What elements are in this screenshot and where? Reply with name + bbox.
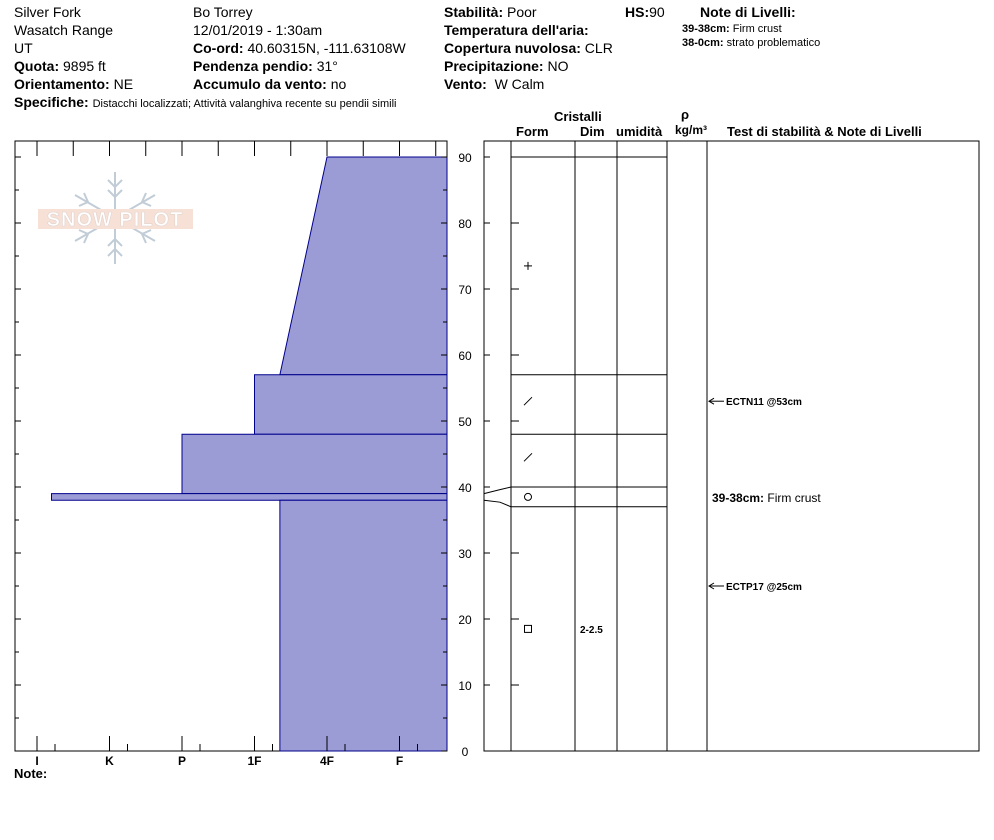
col-cristalli-text: Cristalli	[554, 109, 602, 124]
quota-value: 9895 ft	[63, 58, 106, 74]
note-livelli-2-depth: 38-0cm:	[682, 37, 724, 49]
layer-note-text-0: Firm crust	[767, 490, 821, 505]
col-form-text: Form	[516, 124, 549, 139]
temp-label: Temperatura dell'aria:	[444, 22, 589, 38]
x-tick-label-K: K	[105, 754, 114, 768]
copertura-value: CLR	[584, 40, 613, 56]
hardness-layer-2	[182, 434, 447, 493]
x-tick-label-4F: 4F	[319, 754, 335, 768]
x-tick-label-I: I	[35, 754, 39, 768]
accumulo-value: no	[330, 76, 347, 92]
crystal-form-4	[525, 625, 532, 632]
col-umidita-text: umidità	[616, 124, 663, 139]
y-tick-label-60: 60	[458, 349, 472, 363]
note-livelli-1-text: Firm crust	[732, 23, 782, 35]
hs-value: 90	[649, 4, 665, 20]
test-label-0: ECTN11 @53cm	[726, 397, 802, 409]
coord-label: Co-ord:	[193, 40, 244, 56]
precip-value: NO	[547, 58, 569, 74]
layers-table-frame	[484, 141, 979, 751]
vento-value: W Calm	[494, 76, 545, 92]
vento-label: Vento:	[444, 76, 487, 92]
range: Wasatch Range	[14, 22, 114, 38]
x-tick-label-F: F	[395, 754, 404, 768]
crust-connector-bottom	[484, 500, 511, 507]
y-tick-label-40: 40	[458, 481, 472, 495]
hardness-layer-3	[52, 494, 448, 501]
y-tick-label-30: 30	[458, 547, 472, 561]
hardness-layer-4	[280, 500, 447, 751]
orientamento-value: NE	[113, 76, 134, 92]
note-label-text: Note:	[14, 766, 48, 781]
x-tick-label-P: P	[177, 754, 187, 768]
y-tick-label-80: 80	[458, 217, 472, 231]
pendenza-value: 31°	[316, 58, 338, 74]
layer-note-0	[712, 491, 821, 505]
precip-label: Precipitazione:	[444, 58, 544, 74]
logo-text: SNOW PILOT	[46, 209, 184, 231]
specifiche-label: Specifiche:	[14, 94, 89, 110]
col-tests-text: Test di stabilità & Note di Livelli	[727, 124, 922, 139]
orientamento-label: Orientamento:	[14, 76, 110, 92]
pendenza-label: Pendenza pendio:	[193, 58, 313, 74]
copertura-label: Copertura nuvolosa:	[444, 40, 581, 56]
state: UT	[14, 40, 33, 56]
crystal-size-4: 2-2.5	[580, 624, 603, 636]
y-tick-label-0: 0	[461, 745, 469, 759]
stabilita-value: Poor	[507, 4, 537, 20]
crystal-form-1	[524, 397, 532, 405]
hs-label: HS:	[625, 4, 650, 20]
quota-label: Quota:	[14, 58, 60, 74]
coord-value: 40.60315N, -111.63108W	[247, 40, 406, 56]
x-tick-label-1F: 1F	[247, 754, 262, 768]
snowflake-logo-icon	[38, 172, 193, 264]
accumulo-label: Accumulo da vento:	[193, 76, 327, 92]
y-tick-label-20: 20	[458, 613, 472, 627]
note-livelli-title-text: Note di Livelli:	[700, 4, 796, 20]
note-livelli-1-depth: 39-38cm:	[682, 23, 730, 35]
specifiche-value: Distacchi localizzati; Attività valanghiva recente su pendii simili	[92, 98, 397, 110]
datetime: 12/01/2019 - 1:30am	[193, 22, 323, 38]
crystal-form-2	[524, 453, 532, 461]
stabilita-label: Stabilità:	[444, 4, 504, 20]
hardness-layer-1	[255, 375, 448, 434]
layer-note-depth-0: 39-38cm:	[712, 490, 768, 505]
hardness-layer-0	[280, 157, 447, 375]
test-label-1: ECTP17 @25cm	[726, 582, 802, 593]
col-rho-text: ρ	[681, 107, 690, 122]
y-tick-label-50: 50	[458, 415, 472, 429]
y-tick-label-90: 90	[458, 151, 472, 165]
y-tick-label-70: 70	[458, 283, 472, 297]
col-density-unit-text: kg/m³	[675, 123, 708, 137]
y-tick-label-10: 10	[458, 679, 472, 693]
observer: Bo Torrey	[193, 4, 253, 20]
location: Silver Fork	[14, 4, 81, 20]
crust-connector-top	[484, 487, 511, 494]
col-dim-text: Dim	[580, 124, 605, 139]
crystal-form-3	[525, 493, 532, 500]
note-livelli-2-text: strato problematico	[726, 37, 821, 49]
